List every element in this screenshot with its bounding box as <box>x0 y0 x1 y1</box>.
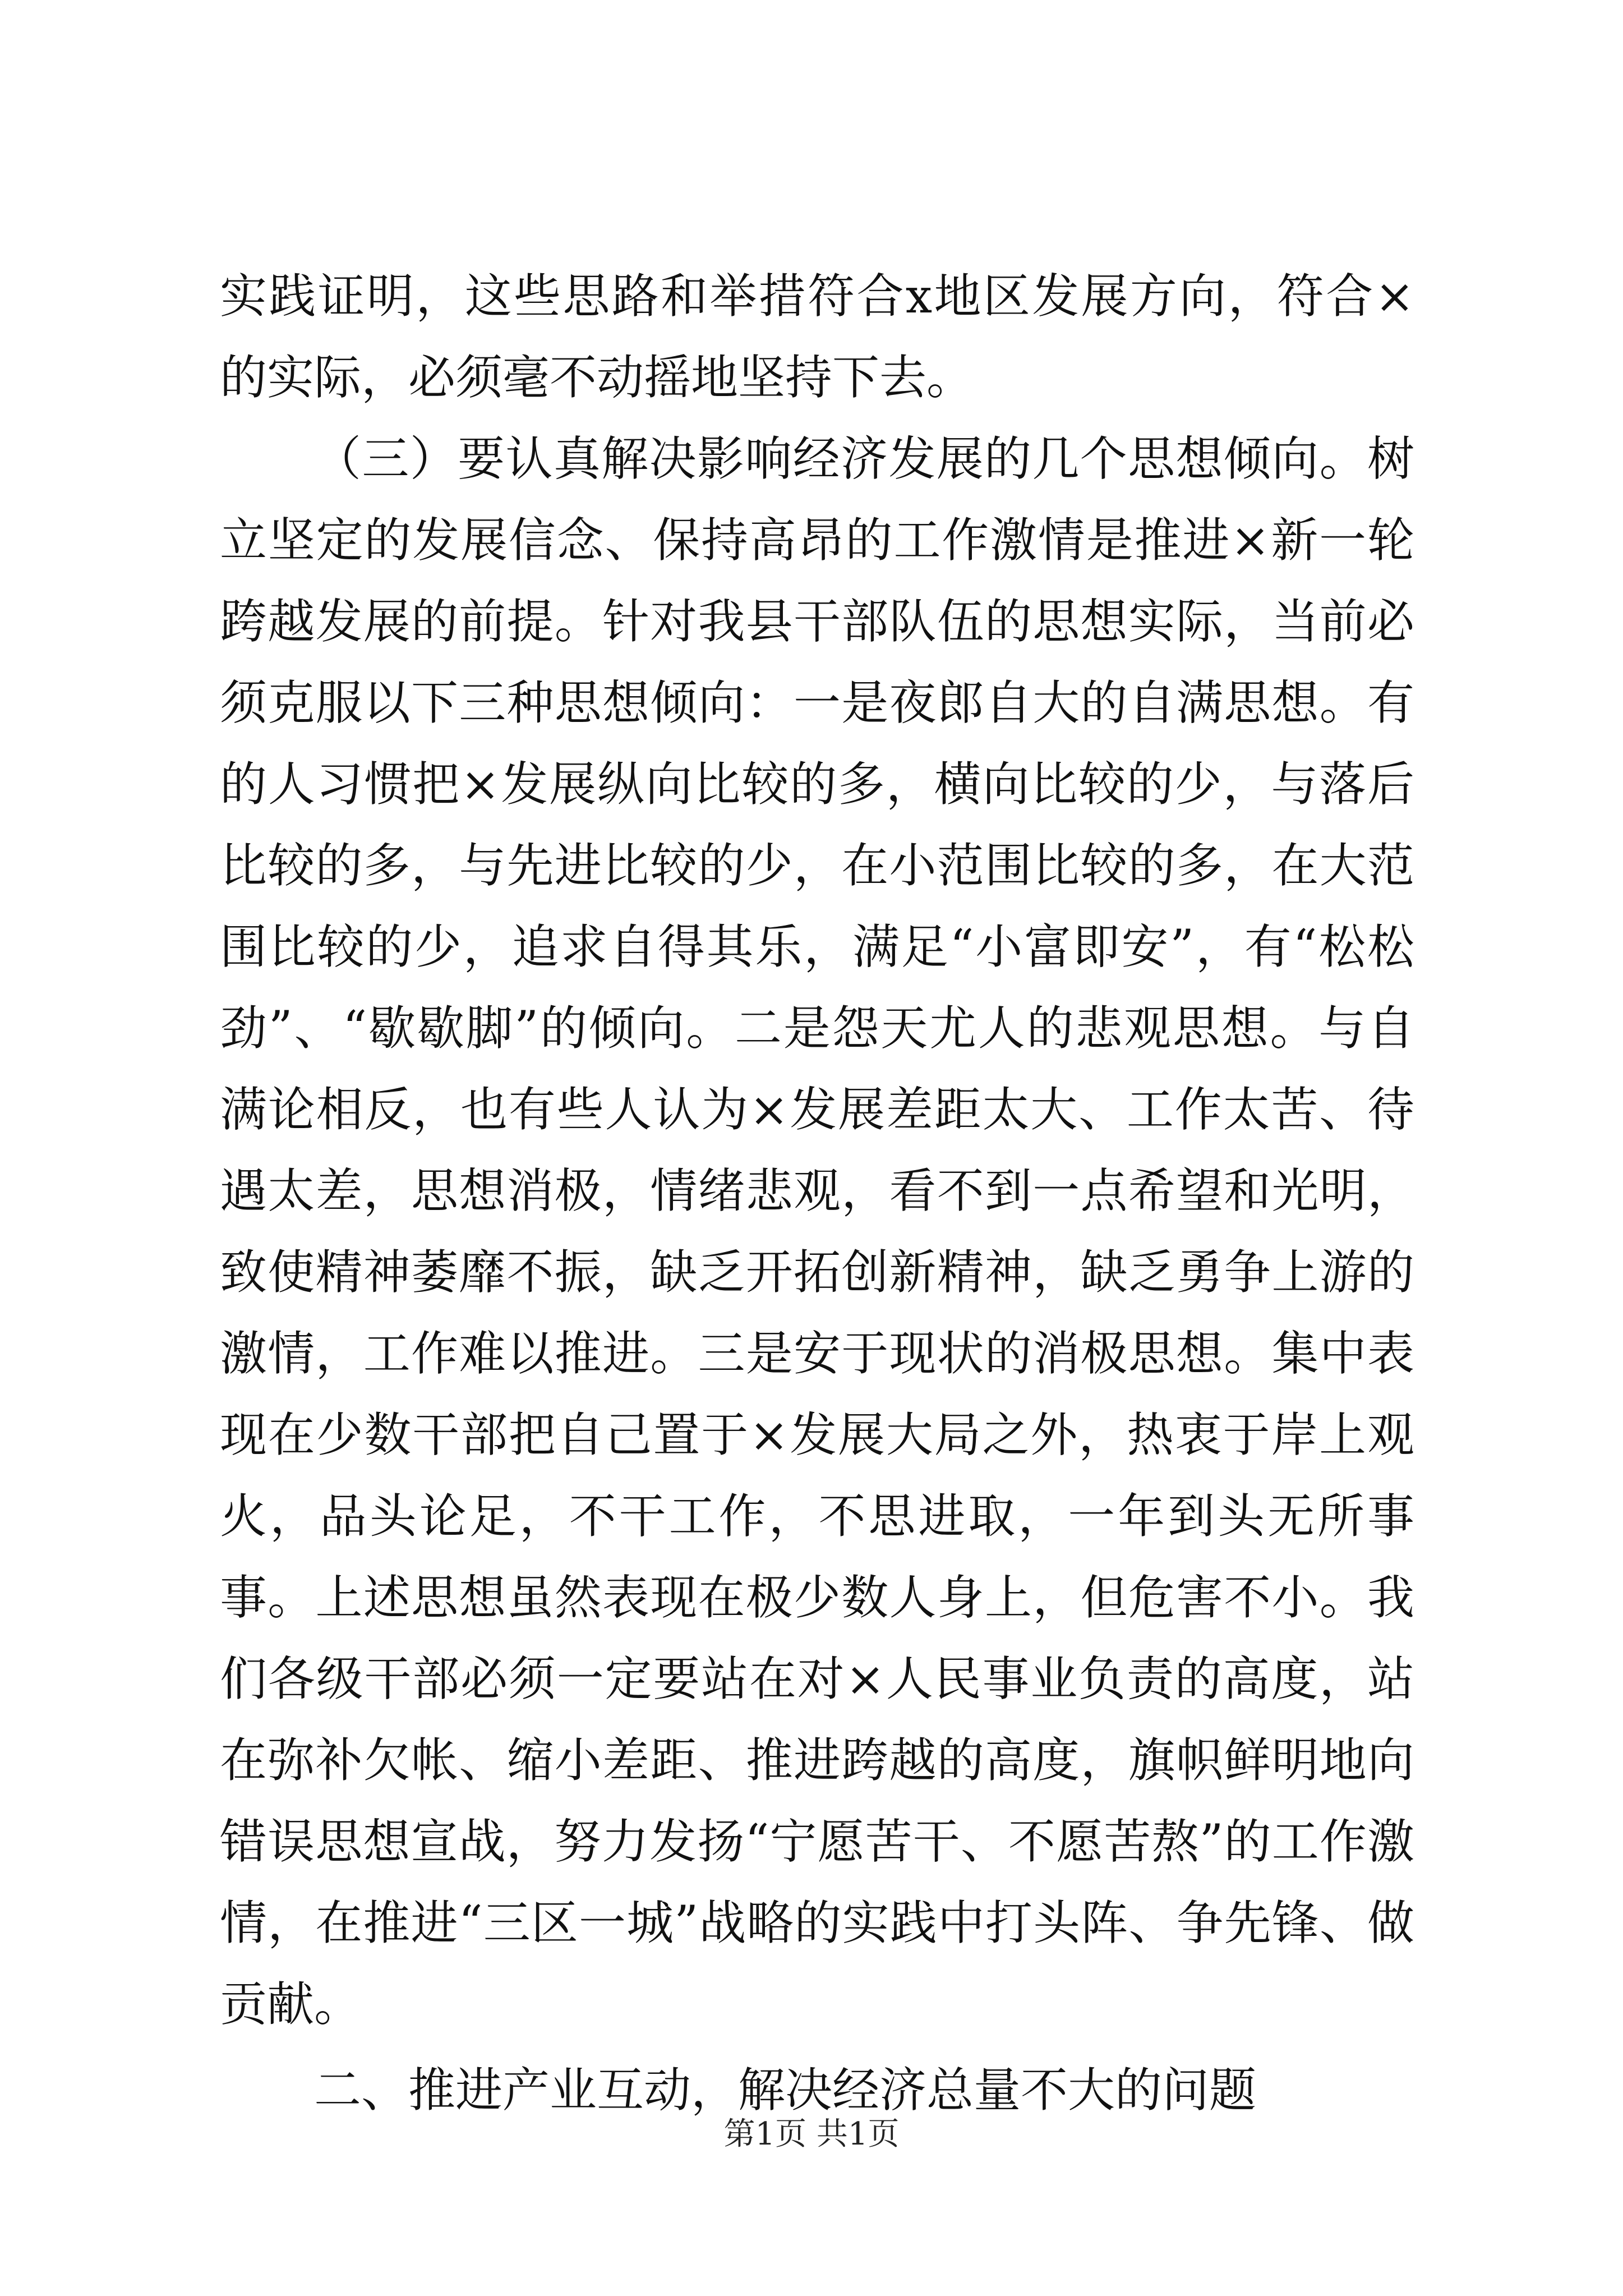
paragraph-continuation: 实践证明，这些思路和举措符合x地区发展方向，符合×的实际，必须毫不动摇地坚持下去。 <box>220 269 1414 405</box>
paragraph-thought-tendencies: （三）要认真解决影响经济发展的几个思想倾向。树立坚定的发展信念、保持高昂的工作激情是推进×新一轮跨越发展的前提。针对我县干部队伍的思想实际，当前必须克服以下三种思想倾向：一是夜郎自大的自满思想。有的人习惯把×发展纵向比较的多，横向比较的少，与落后比较的多，与先进比较的少，在小范围比较的多，在大范围比较的少，追求自得其乐，满足“小富即安”，有“松松劲”、“歇歇脚”的倾向。二是怨天尤人的悲观思想。与自满论相反，也有些人认为×发展差距太大、工作太苦、待遇太差，思想消极，情绪悲观，看不到一点希望和光明，致使精神萎靡不振，缺乏开拓创新精神，缺乏勇争上游的激情，工作难以推进。三是安于现状的消极思想。集中表现在少数干部把自己置于×发展大局之外，热衷于岸上观火，品头论足，不干工作，不思进取，一年到头无所事事。上述思想虽然表现在极少数人身上，但危害不小。我们各级干部必须一定要站在对×人民事业负责的高度，站在弥补欠帐、缩小差距、推进跨越的高度，旗帜鲜明地向错误思想宣战，努力发扬“宁愿苦干、不愿苦熬”的工作激情，在推进“三区一城”战略的实践中打头阵、争先锋、做贡献。 <box>220 431 1414 2032</box>
document-body <box>220 256 1414 2131</box>
section-heading: 二、推进产业互动，解决经济总量不大的问题 <box>314 2063 1257 2118</box>
page-footer: 第1页 共1页 <box>723 2116 900 2152</box>
